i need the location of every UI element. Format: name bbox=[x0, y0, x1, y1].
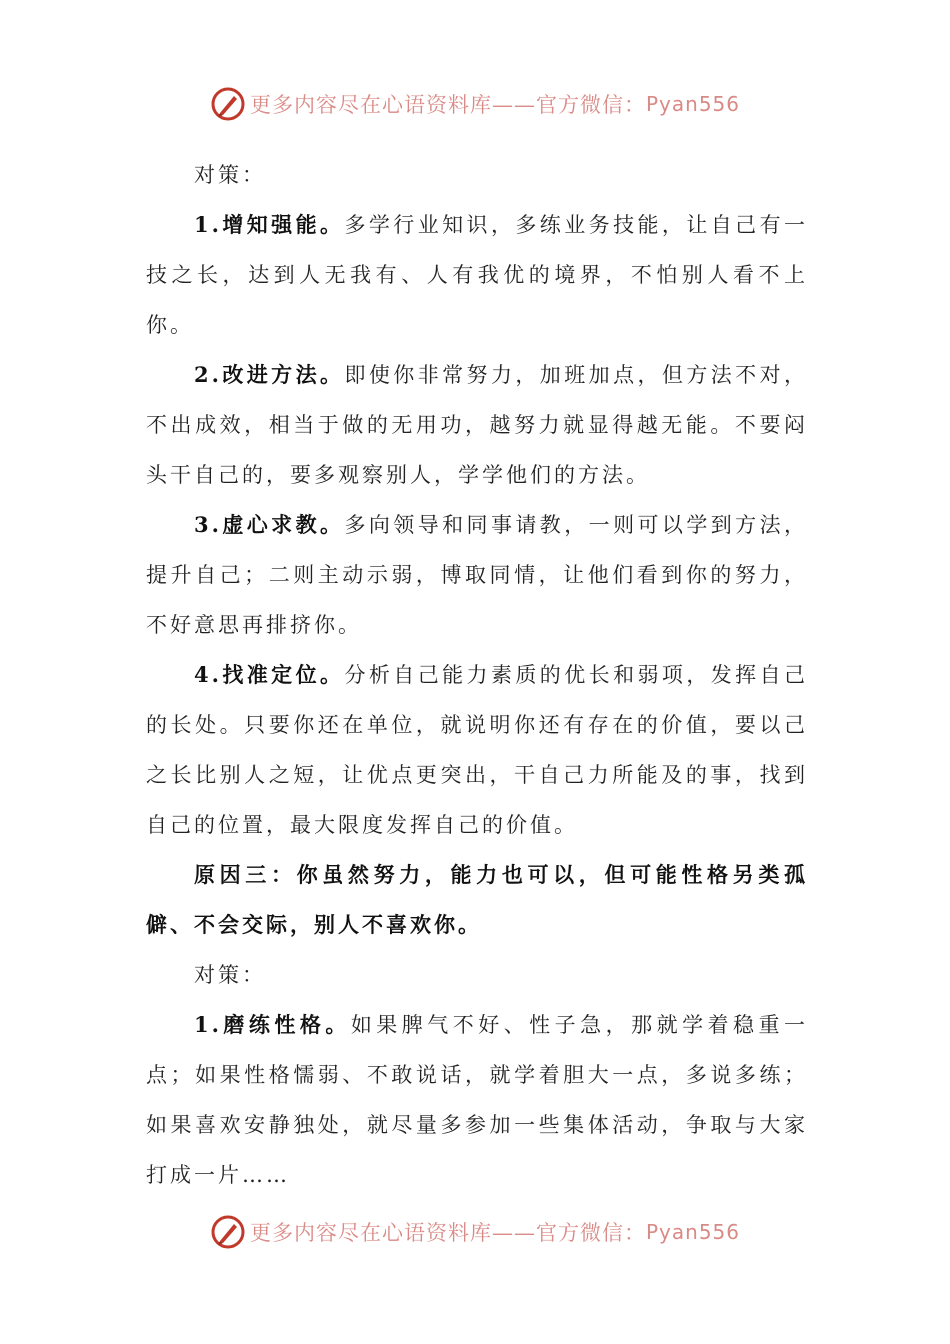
wechat-id: Pyan556 bbox=[645, 92, 740, 116]
paragraph-text: 如果脾气不好、性子急，那就学着稳重一点；如果性格懦弱、不敢说话，就学着胆大一点，多说多练；如果喜欢安静独处，就尽量多参加一些集体活动，争取与大家打成一片…… bbox=[146, 1013, 808, 1187]
site-name: 更多内容尽在心语资料库—— bbox=[249, 93, 536, 117]
paragraph bbox=[146, 650, 808, 850]
paragraph: 对策： bbox=[194, 963, 266, 987]
paragraph bbox=[146, 350, 808, 500]
paragraph-text: 多向领导和同事请教，一则可以学到方法，提升自己；二则主动示弱，博取同情，让他们看到你的努力，不好意思再排挤你。 bbox=[146, 513, 808, 637]
wechat-label: 官方微信： bbox=[535, 93, 646, 117]
paragraph: 对策： bbox=[194, 163, 266, 187]
wechat-label: 官方微信： bbox=[535, 1221, 646, 1245]
wechat-id: Pyan556 bbox=[645, 1220, 740, 1244]
paragraph-text: 即使你非常努力，加班加点，但方法不对，不出成效，相当于做的无用功，越努力就显得越无能。不要闷头干自己的，要多观察别人，学学他们的方法。 bbox=[146, 363, 808, 487]
site-name: 更多内容尽在心语资料库—— bbox=[249, 1221, 536, 1245]
paragraph-heading: 1.磨练性格。 bbox=[194, 1012, 351, 1037]
paragraph bbox=[146, 1000, 808, 1200]
footer-watermark bbox=[0, 1212, 950, 1252]
paragraph bbox=[146, 500, 808, 650]
paragraph-heading: 2.改进方法。 bbox=[194, 362, 345, 387]
paragraph-text: 分析自己能力素质的优长和弱项，发挥自己的长处。只要你还在单位，就说明你还有存在的价值，要以己之长比别人之短，让优点更突出，干自己力所能及的事，找到自己的位置，最大限度发挥自己的价值。 bbox=[146, 663, 808, 837]
pen-logo-icon bbox=[210, 1214, 246, 1250]
paragraph-text: 多学行业知识，多练业务技能，让自己有一技之长，达到人无我有、人有我优的境界，不怕别人看不上你。 bbox=[146, 213, 808, 337]
pen-logo-icon bbox=[210, 86, 246, 122]
paragraph bbox=[146, 200, 808, 350]
section-heading: 原因三：你虽然努力，能力也可以，但可能性格另类孤僻、不会交际，别人不喜欢你。 bbox=[146, 862, 808, 937]
document-body bbox=[146, 150, 808, 1200]
paragraph-heading: 3.虚心求教。 bbox=[194, 512, 345, 537]
paragraph-heading: 4.找准定位。 bbox=[194, 662, 345, 687]
header-watermark bbox=[0, 84, 950, 124]
paragraph-heading: 1.增知强能。 bbox=[194, 212, 345, 237]
